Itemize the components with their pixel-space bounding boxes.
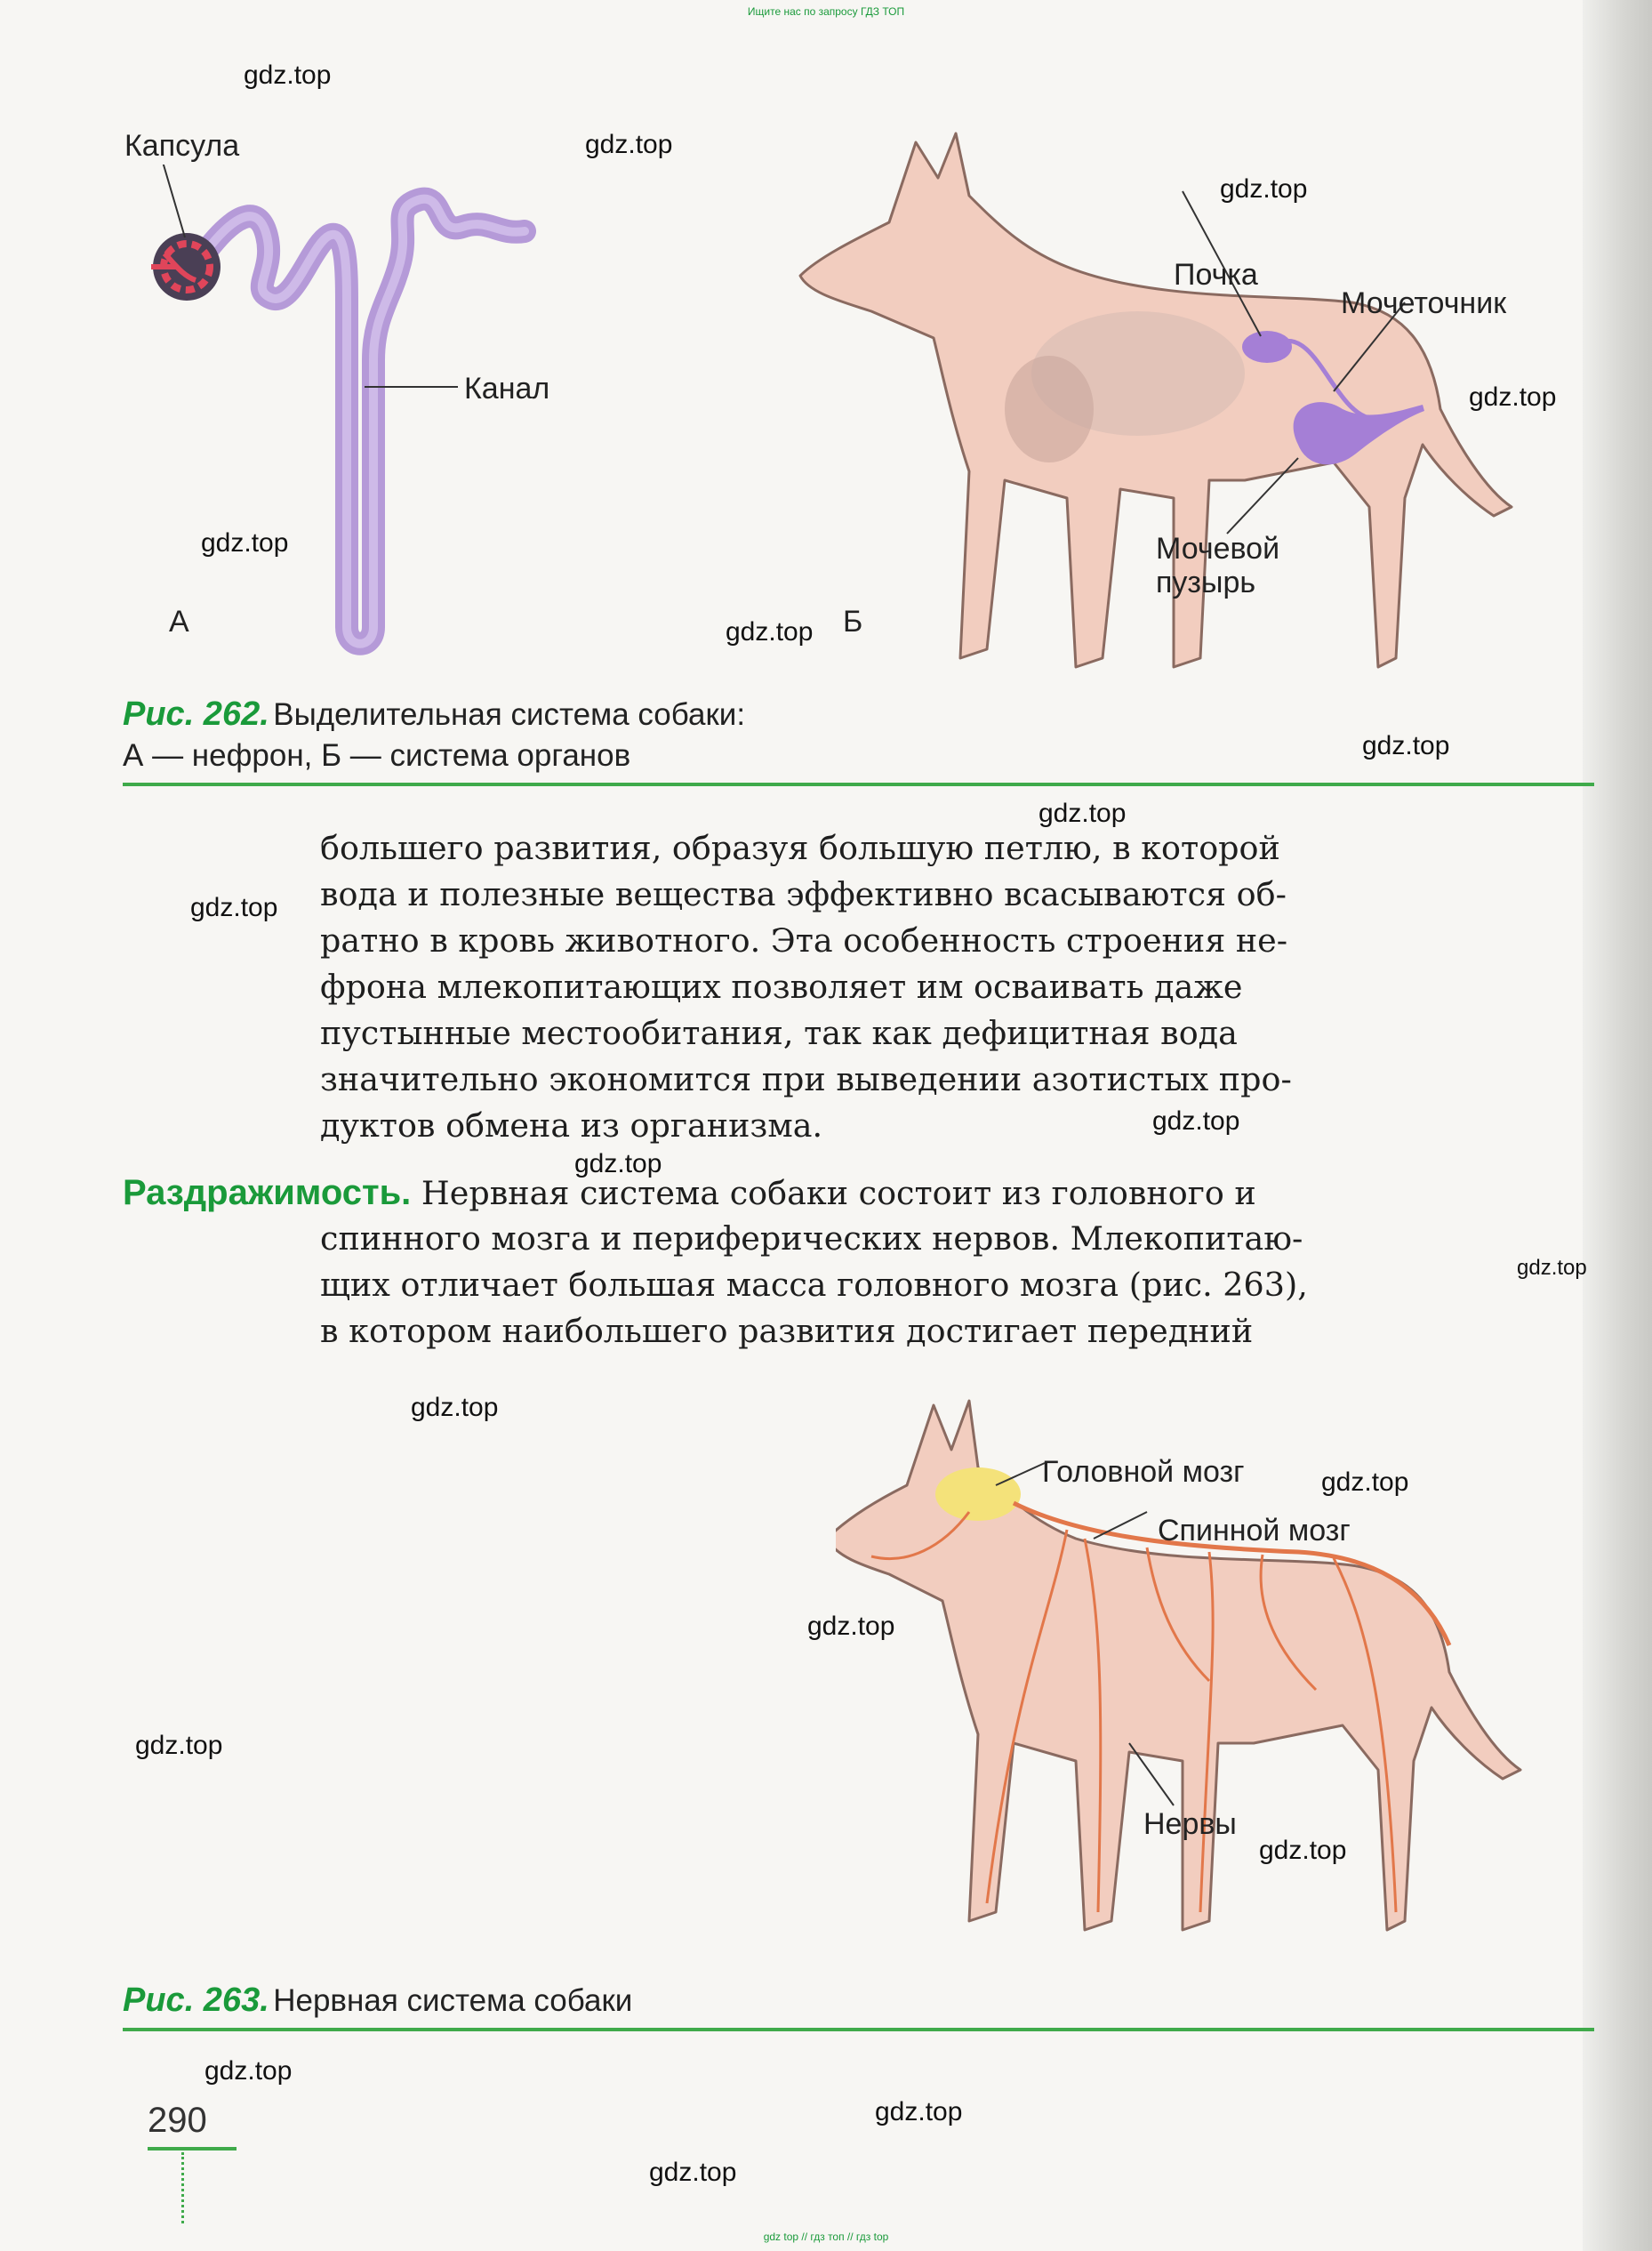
watermark: gdz.top [1469,382,1557,412]
paragraph-2-line: в котором наибольшего развития достигает передний [320,1312,1254,1350]
label-ureter: Мочеточник [1341,286,1507,320]
paragraph-2-first-line [123,1170,1525,1217]
label-A: А [169,605,189,639]
watermark: gdz.top [244,60,332,90]
label-B: Б [843,605,863,639]
watermark: gdz.top [204,2056,293,2086]
top-note: Ищите нас по запросу ГДЗ ТОП [747,5,905,18]
paragraph-1-line: пустынные местообитания, так как дефицитная вода [320,1014,1238,1052]
watermark: gdz.top [1259,1836,1347,1865]
watermark: gdz.top [574,1149,662,1178]
figure-263-divider [123,2028,1594,2031]
watermark: gdz.top [1152,1106,1240,1136]
watermark: gdz.top [411,1393,499,1422]
label-kidney: Почка [1174,258,1258,292]
label-canal: Канал [464,372,550,406]
watermark: gdz.top [726,617,814,647]
caption-262-line2: А — нефрон, Б — система органов [123,738,631,773]
label-brain: Головной мозг [1042,1455,1245,1489]
watermark: gdz.top [585,130,673,159]
label-capsule: Капсула [124,129,240,163]
watermark: gdz.top [201,528,289,558]
figure-263-caption [123,1982,632,2020]
watermark: gdz.top [1362,731,1450,760]
paragraph-1-line: большего развития, образуя большую петлю, в которой [320,829,1280,867]
kidney-shape [1242,331,1292,363]
paragraph-2-line: спинного мозга и периферических нервов. Млекопитаю- [320,1219,1303,1258]
label-bladder-1: Мочевой [1156,532,1280,566]
watermark: gdz.top [1220,174,1308,204]
paragraph-1-line: значительно экономится при выведении азотистых про- [320,1060,1292,1098]
watermark: gdz.top [190,893,278,922]
dog-excretory-illustration [782,125,1565,729]
caption-262-number: Рис. 262. [123,695,269,733]
watermark: gdz.top [135,1731,223,1760]
caption-262-line1: Выделительная система собаки: [273,697,746,732]
paragraph-1-line: вода и полезные вещества эффективно всасываются об- [320,875,1287,913]
caption-263-number: Рис. 263. [123,1982,269,2019]
paragraph-1-line: дуктов обмена из организма. [320,1106,823,1145]
bottom-note: gdz top // гдз топ // гдз top [763,2231,889,2243]
figure-262-divider [123,783,1594,786]
paragraph-1 [320,825,1525,1149]
paragraph-2-line: щих отличает большая масса головного мозга (рис. 263), [320,1266,1308,1304]
figure-262-caption [123,695,745,734]
watermark: gdz.top [807,1612,895,1641]
page-edge-shadow [1583,0,1652,2251]
page-number-tick [181,2152,184,2223]
section-heading: Раздражимость. [123,1173,412,1212]
paragraph-1-line: ратно в кровь животного. Эта особенность строения не- [320,921,1288,960]
page-number-underline [148,2147,237,2151]
page-number: 290 [148,2101,207,2140]
nephron-illustration [124,165,587,663]
caption-263-text: Нервная система собаки [273,1983,633,2018]
watermark: gdz.top [649,2158,737,2187]
paragraph-1-line: фрона млекопитающих позволяет им осваивать даже [320,968,1243,1006]
watermark: gdz.top [1039,799,1127,828]
label-spinal-cord: Спинной мозг [1158,1514,1351,1548]
watermark: gdz.top [875,2097,963,2126]
watermark: gdz.top [1321,1467,1409,1497]
watermark: gdz.top [1517,1256,1587,1280]
paragraph-2 [320,1216,1525,1355]
label-nerves: Нервы [1143,1807,1237,1841]
brain-shape [935,1467,1021,1521]
paragraph-2-line: Нервная система собаки состоит из головного и [421,1174,1256,1212]
label-bladder-2: пузырь [1156,566,1256,599]
